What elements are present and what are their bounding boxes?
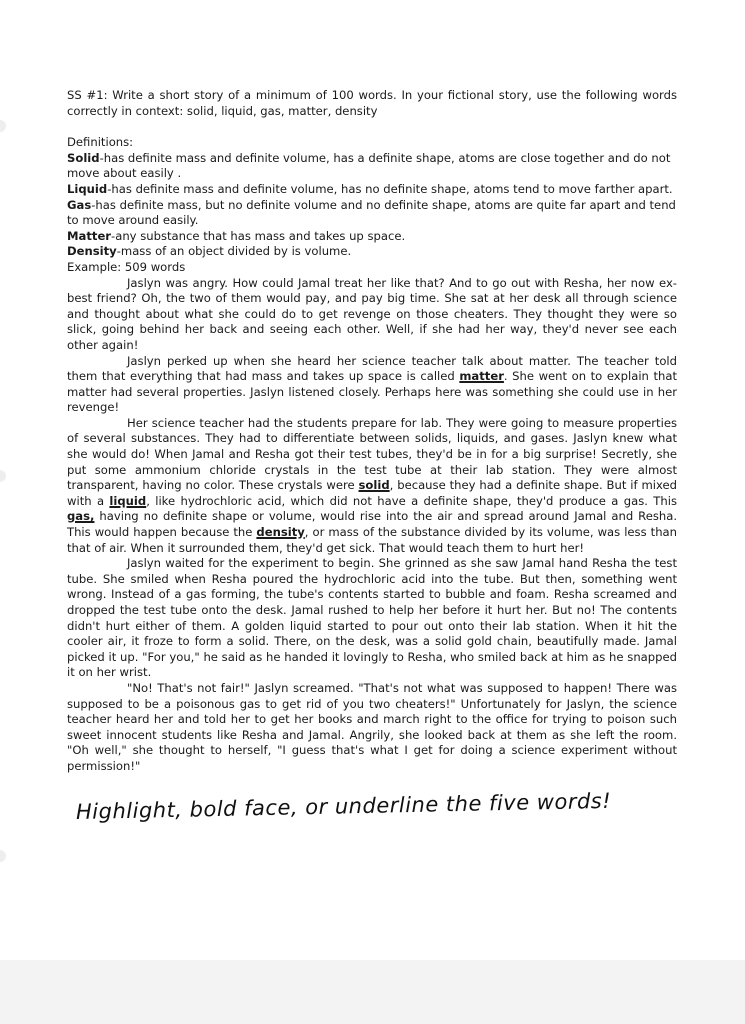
document-body xyxy=(67,88,677,775)
binder-hole xyxy=(0,850,6,862)
story-paragraph-5: "No! That's not fair!" Jaslyn screamed. "That's not what was supposed to happen! There was supposed to be a poisonous gas to get rid of you two cheaters!" Unfortunately for Jaslyn, the science teacher heard her and told her to get her books and march right to the office for trying to poison such sweet innocent students like Resha and Jamal. Angrily, she looked back at them as she left the room. "Oh well," she thought to herself, "I guess that's what I get for doing a science experiment without permission!" xyxy=(67,680,677,773)
definition-term: Matter xyxy=(67,228,112,243)
binder-hole xyxy=(0,470,6,482)
story-text: Her science teacher had the students prepare for lab. They were going to measure properties of several substances. They had to differentiate between solids, liquids, and gases. Jaslyn knew what she would do! When Jamal and Resha got their test tubes, they'd be in for a big surprise! Secretly, she put some ammonium chloride crystals in the test tube at their lab station. They were almost transparent, having no color. These crystals were xyxy=(67,415,677,493)
definition-text: -any substance that has mass and takes up space. xyxy=(111,228,406,243)
definition-text: -has definite mass and definite volume, has a definite shape, atoms are close together and do not move about easily . xyxy=(67,150,671,181)
definition-gas xyxy=(67,198,677,229)
story-paragraph-4: Jaslyn waited for the experiment to begin. She grinned as she saw Jamal hand Resha the test tube. She smiled when Resha poured the hydrochloric acid into the tube. But then, something went wrong. Instead of a gas forming, the tube's contents started to bubble and foam. Resha screamed and dropped the test tube onto the desk. Jamal rushed to help her before it hurt her. But no! The contents didn't hurt either of them. A golden liquid started to pour out onto their lab station. When it hit the cooler air, it froze to form a solid. There, on the desk, was a solid gold chain, beautifully made. Jamal picked it up. "For you," he said as he handed it lovingly to Resha, who smiled back at him as he snapped it on her wrist. xyxy=(67,556,677,680)
story-text: , because they had a definite shape. But if mixed with a xyxy=(67,478,677,508)
definition-liquid xyxy=(67,182,677,198)
scan-margin xyxy=(0,960,745,1024)
example-label: Example: 509 words xyxy=(67,259,186,274)
definition-term: Gas xyxy=(67,197,92,212)
handwritten-instruction: Highlight, bold face, or underline the five words! xyxy=(75,788,612,824)
assignment-prompt xyxy=(67,88,677,119)
story-text: . She went on to explain that matter had several properties. Jaslyn listened closely. Perhaps here was something she could use in her revenge! xyxy=(67,369,677,415)
story-paragraph-1: Jaslyn was angry. How could Jamal treat her like that? And to go out with Resha, her now ex-best friend? Oh, the two of them would pay, and pay big time. She sat at her desk all through science and thought about what she could do to get revenge on those cheaters. They thought they were so slick, going behind her back and seeing each other. Well, if she had her way, they'd never see each other again! xyxy=(67,275,677,352)
story-text: Jaslyn perked up when she heard her science teacher talk about matter. The teacher told them that everything that had mass and takes up space is called xyxy=(67,353,677,384)
underlined-word-solid: solid xyxy=(358,478,390,493)
story-text: , or mass of the substance divided by its volume, was less than that of air. When it surrounded them, they'd get sick. That would teach them to hurt her! xyxy=(67,525,677,555)
definition-term: Liquid xyxy=(67,181,108,196)
assignment-text: Write a short story of a minimum of 100 words. In your fictional story, use the following words correctly in context: solid, liquid, gas, matter, density xyxy=(67,88,678,118)
definitions-title: Definitions: xyxy=(67,135,134,150)
definition-text: -mass of an object divided by is volume. xyxy=(116,244,352,259)
definition-term: Solid xyxy=(67,150,100,165)
underlined-word-gas: gas, xyxy=(67,509,95,524)
definition-text: -has definite mass, but no definite volume and no definite shape, atoms are quite far apart and tend to move around easily. xyxy=(67,197,676,228)
definition-matter xyxy=(67,229,677,245)
assignment-label: SS #1: xyxy=(67,88,108,102)
underlined-word-matter: matter xyxy=(459,369,504,384)
definition-term: Density xyxy=(67,244,117,259)
definition-solid xyxy=(67,151,677,182)
definition-density xyxy=(67,244,677,260)
definition-text: -has definite mass and definite volume, has no definite shape, atoms tend to move farther apart. xyxy=(107,181,673,196)
underlined-word-liquid: liquid xyxy=(109,493,147,508)
underlined-word-density: density xyxy=(256,525,305,540)
story-text: , like hydrochloric acid, which did not have a definite shape, they'd produce a gas. This xyxy=(146,493,677,508)
story-text: having no definite shape or volume, would rise into the air and spread around Jamal and Resha. This would happen because the xyxy=(67,509,677,540)
story-paragraph-3 xyxy=(67,416,677,556)
binder-hole xyxy=(0,120,6,132)
story-paragraph-2 xyxy=(67,354,677,416)
